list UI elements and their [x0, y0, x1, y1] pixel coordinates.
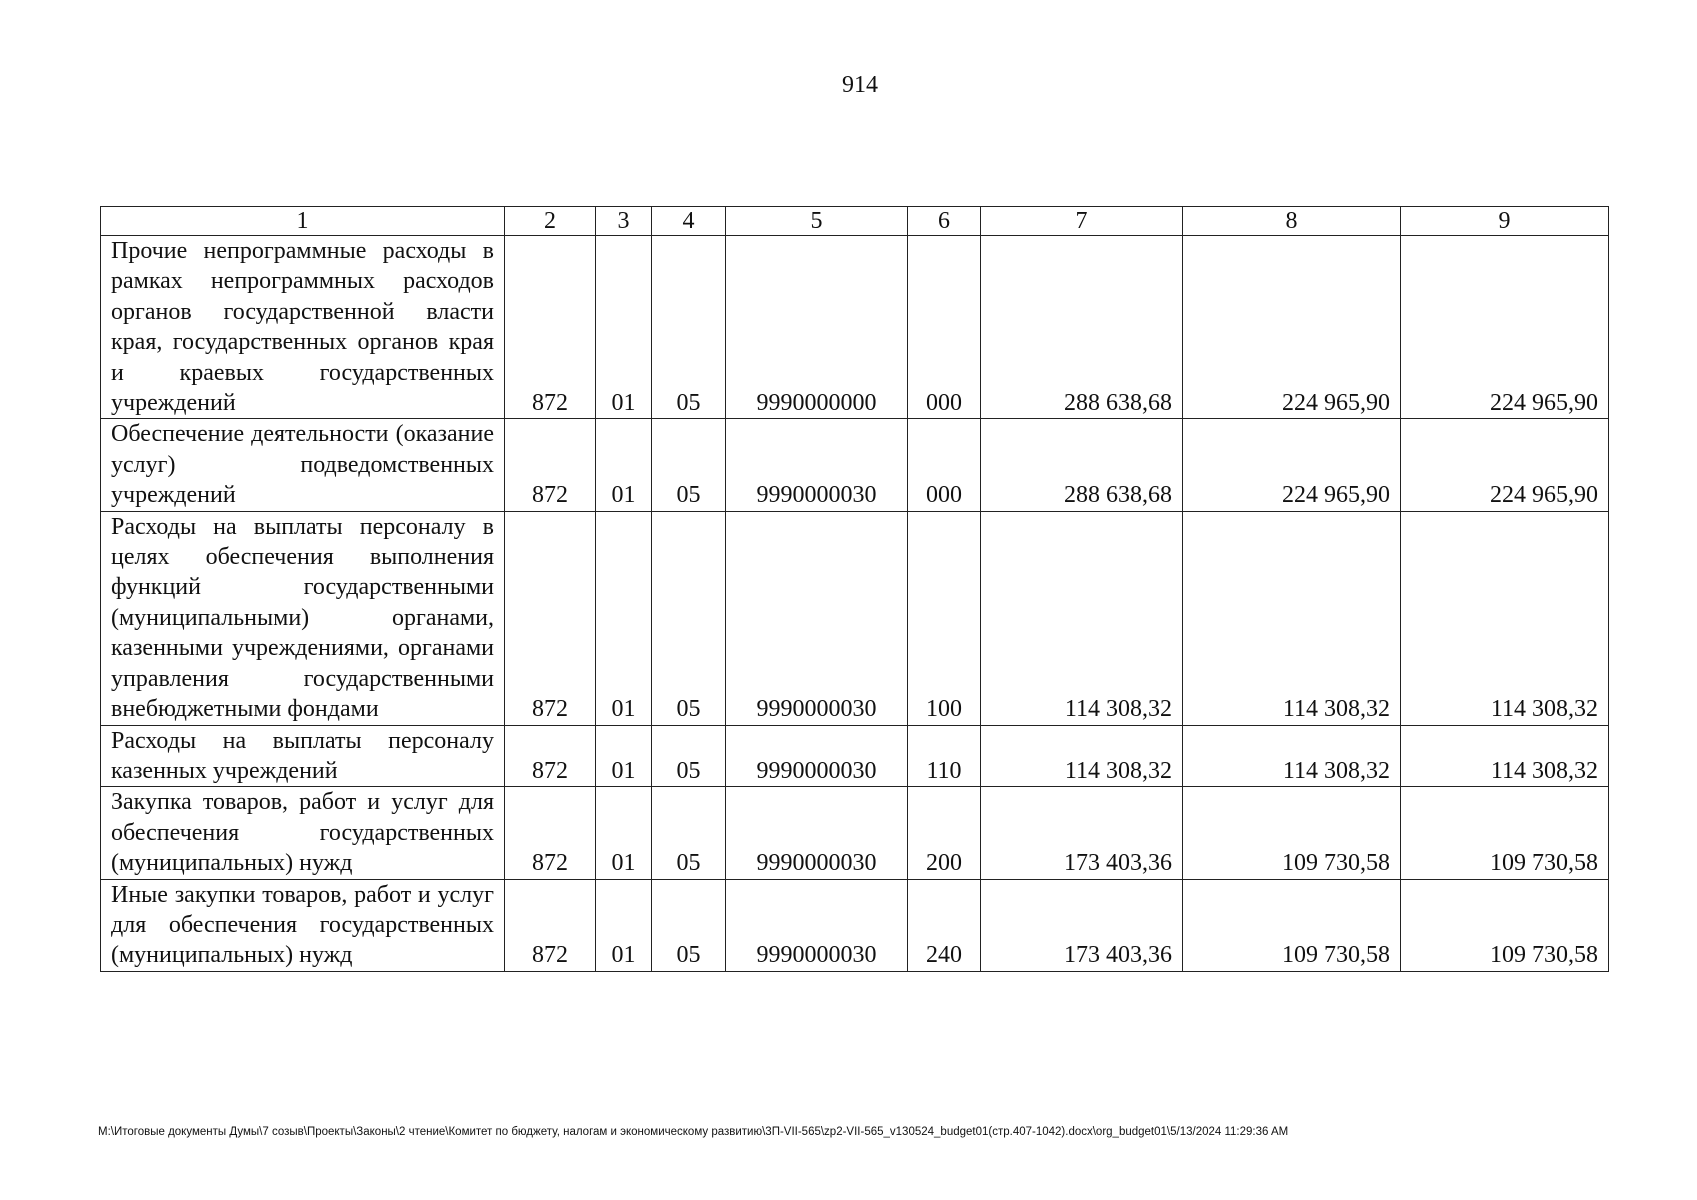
table-row [101, 419, 1609, 511]
header-cell: 2 [505, 207, 596, 236]
amount-cell: 109 730,58 [1183, 879, 1401, 971]
expense-name-cell: Закупка товаров, работ и услуг для обеспечения государственных (муниципальных) нужд [101, 787, 505, 879]
amount-cell: 224 965,90 [1183, 236, 1401, 419]
budget-table [100, 206, 1609, 972]
amount-cell: 224 965,90 [1401, 236, 1609, 419]
expense-name-cell: Прочие непрограммные расходы в рамках непрограммных расходов органов государственной власти края, государственных органов края и краевых государственных учреждений [101, 236, 505, 419]
amount-cell: 224 965,90 [1183, 419, 1401, 511]
expense-type-cell: 000 [908, 419, 981, 511]
subsection-cell: 05 [652, 725, 726, 787]
amount-cell: 173 403,36 [981, 787, 1183, 879]
section-cell: 01 [596, 725, 652, 787]
amount-cell: 114 308,32 [1401, 725, 1609, 787]
header-cell: 3 [596, 207, 652, 236]
expense-type-cell: 200 [908, 787, 981, 879]
admin-code-cell: 872 [505, 787, 596, 879]
header-cell: 7 [981, 207, 1183, 236]
page-number: 914 [842, 72, 878, 98]
expense-name-cell: Обеспечение деятельности (оказание услуг) подведомственных учреждений [101, 419, 505, 511]
table-row [101, 236, 1609, 419]
header-cell: 5 [726, 207, 908, 236]
admin-code-cell: 872 [505, 879, 596, 971]
section-cell: 01 [596, 419, 652, 511]
amount-cell: 114 308,32 [981, 511, 1183, 725]
target-article-cell: 9990000030 [726, 787, 908, 879]
header-cell: 9 [1401, 207, 1609, 236]
expense-type-cell: 000 [908, 236, 981, 419]
table-row [101, 879, 1609, 971]
amount-cell: 224 965,90 [1401, 419, 1609, 511]
file-path-footer: M:\Итоговые документы Думы\7 созыв\Проекты\Законы\2 чтение\Комитет по бюджету, налогам и экономическому развитию\3П-VII-565\zp2-VII-565_v130524_budget01(стр.407-1042).docx\org_budget01\5/13/2024 11:29:36 AM [98, 1126, 1289, 1138]
amount-cell: 288 638,68 [981, 419, 1183, 511]
amount-cell: 109 730,58 [1401, 787, 1609, 879]
expense-type-cell: 110 [908, 725, 981, 787]
amount-cell: 114 308,32 [981, 725, 1183, 787]
target-article-cell: 9990000030 [726, 511, 908, 725]
expense-name-cell: Расходы на выплаты персоналу в целях обеспечения выполнения функций государственными (муниципальными) органами, казенными учреждениями, органами управления государственными внебюджетными фондами [101, 511, 505, 725]
target-article-cell: 9990000030 [726, 725, 908, 787]
admin-code-cell: 872 [505, 511, 596, 725]
expense-name-cell: Расходы на выплаты персоналу казенных учреждений [101, 725, 505, 787]
amount-cell: 288 638,68 [981, 236, 1183, 419]
admin-code-cell: 872 [505, 419, 596, 511]
admin-code-cell: 872 [505, 236, 596, 419]
expense-name-cell: Иные закупки товаров, работ и услуг для обеспечения государственных (муниципальных) нужд [101, 879, 505, 971]
table-row [101, 511, 1609, 725]
subsection-cell: 05 [652, 236, 726, 419]
header-cell: 8 [1183, 207, 1401, 236]
table-header-row [101, 207, 1609, 236]
subsection-cell: 05 [652, 511, 726, 725]
table-row [101, 787, 1609, 879]
expense-type-cell: 240 [908, 879, 981, 971]
section-cell: 01 [596, 787, 652, 879]
target-article-cell: 9990000030 [726, 879, 908, 971]
amount-cell: 109 730,58 [1183, 787, 1401, 879]
header-cell: 6 [908, 207, 981, 236]
amount-cell: 114 308,32 [1183, 511, 1401, 725]
section-cell: 01 [596, 511, 652, 725]
section-cell: 01 [596, 879, 652, 971]
amount-cell: 114 308,32 [1401, 511, 1609, 725]
target-article-cell: 9990000000 [726, 236, 908, 419]
amount-cell: 173 403,36 [981, 879, 1183, 971]
amount-cell: 109 730,58 [1401, 879, 1609, 971]
table-row [101, 725, 1609, 787]
subsection-cell: 05 [652, 419, 726, 511]
header-cell: 4 [652, 207, 726, 236]
subsection-cell: 05 [652, 787, 726, 879]
expense-type-cell: 100 [908, 511, 981, 725]
header-cell: 1 [101, 207, 505, 236]
target-article-cell: 9990000030 [726, 419, 908, 511]
admin-code-cell: 872 [505, 725, 596, 787]
amount-cell: 114 308,32 [1183, 725, 1401, 787]
section-cell: 01 [596, 236, 652, 419]
subsection-cell: 05 [652, 879, 726, 971]
